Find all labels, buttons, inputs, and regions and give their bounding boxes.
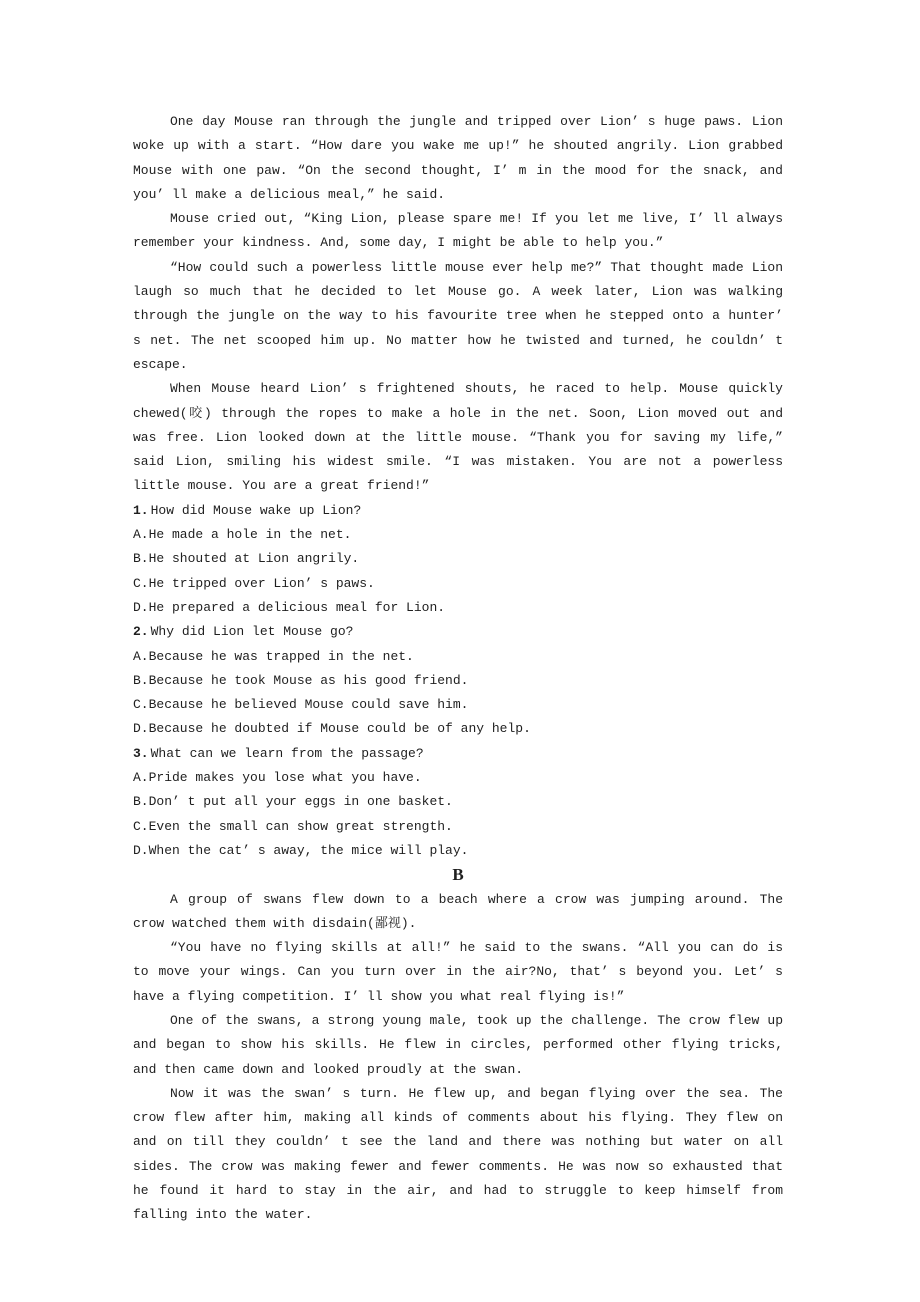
passage-a-paragraph-4: When Mouse heard Lion’ s frightened shouts, he raced to help. Mouse quickly chewed(咬) through the ropes to make a hole in the net. Soon, Lion moved out and was free. Lion looked down at the little mouse. “Thank you for saving my life,” said Lion, smiling his widest smile. “I was mistaken. You are not a powerless little mouse. You are a great friend!” bbox=[133, 381, 783, 494]
question-3-number: 3. bbox=[133, 745, 149, 761]
question-3-option-c: C.Even the small can show great strength. bbox=[133, 818, 453, 834]
passage-a-paragraph-3: “How could such a powerless little mouse ever help me?” That thought made Lion laugh so much that he decided to let Mouse go. A week later, Lion was walking through the jungle on the way to his favourite tree when he stepped onto a hunter’ s net. The net scooped him up. No matter how he twisted and turned, he couldn’ t escape. bbox=[133, 259, 783, 372]
passage-b-paragraph-4: Now it was the swan’ s turn. He flew up, and began flying over the sea. The crow flew after him, making all kinds of comments about his flying. They flew on and on till they couldn’ t see the land and there was nothing but water on all sides. The crow was making fewer and fewer comments. He was now so exhausted that he found it hard to stay in the air, and had to struggle to keep himself from falling into the water. bbox=[133, 1085, 783, 1223]
question-3-text: What can we learn from the passage? bbox=[150, 745, 424, 761]
question-3-stem bbox=[133, 742, 783, 766]
question-1-stem bbox=[133, 499, 783, 523]
question-2 bbox=[133, 620, 783, 741]
question-1 bbox=[133, 499, 783, 620]
question-1-number: 1. bbox=[133, 502, 149, 518]
question-1-option-d: D.He prepared a delicious meal for Lion. bbox=[133, 599, 446, 615]
question-2-stem bbox=[133, 620, 783, 644]
question-1-text: How did Mouse wake up Lion? bbox=[150, 502, 362, 518]
section-b-heading: B bbox=[452, 865, 464, 885]
question-2-option-d: D.Because he doubted if Mouse could be of any help. bbox=[133, 721, 531, 737]
question-3-option-a: A.Pride makes you lose what you have. bbox=[133, 770, 422, 786]
question-2-option-b: B.Because he took Mouse as his good friend. bbox=[133, 672, 469, 688]
passage-b-paragraph-2: “You have no flying skills at all!” he said to the swans. “All you can do is to move your wings. Can you turn over in the air?No, that’ s beyond you. Let’ s have a flying competition. I’ ll show you what real flying is!” bbox=[133, 940, 783, 1004]
question-2-text: Why did Lion let Mouse go? bbox=[150, 624, 354, 640]
question-2-option-c: C.Because he believed Mouse could save him. bbox=[133, 697, 469, 713]
question-1-option-b: B.He shouted at Lion angrily. bbox=[133, 551, 360, 567]
passage-a-paragraph-1: One day Mouse ran through the jungle and tripped over Lion’ s huge paws. Lion woke up with a start. “How dare you wake me up!” he shouted angrily. Lion grabbed Mouse with one paw. “On the second thought, I’ m in the mood for the snack, and you’ ll make a delicious meal,” he said. bbox=[133, 114, 783, 202]
question-2-number: 2. bbox=[133, 624, 149, 640]
question-1-option-c: C.He tripped over Lion’ s paws. bbox=[133, 575, 375, 591]
question-3 bbox=[133, 742, 783, 863]
passage-b-paragraph-1: A group of swans flew down to a beach where a crow was jumping around. The crow watched them with disdain(鄙视). bbox=[133, 891, 783, 931]
question-3-option-b: B.Don’ t put all your eggs in one basket. bbox=[133, 794, 453, 810]
question-2-option-a: A.Because he was trapped in the net. bbox=[133, 648, 414, 664]
question-1-option-a: A.He made a hole in the net. bbox=[133, 527, 352, 543]
passage-a-paragraph-2: Mouse cried out, “King Lion, please spare me! If you let me live, I’ ll always remember your kindness. And, some day, I might be able to help you.” bbox=[133, 211, 783, 251]
question-3-option-d: D.When the cat’ s away, the mice will play. bbox=[133, 842, 469, 858]
passage-b-paragraph-3: One of the swans, a strong young male, took up the challenge. The crow flew up and began to show his skills. He flew in circles, performed other flying tricks, and then came down and looked proudly at the swan. bbox=[133, 1012, 783, 1077]
reading-comprehension-document bbox=[133, 110, 783, 1228]
